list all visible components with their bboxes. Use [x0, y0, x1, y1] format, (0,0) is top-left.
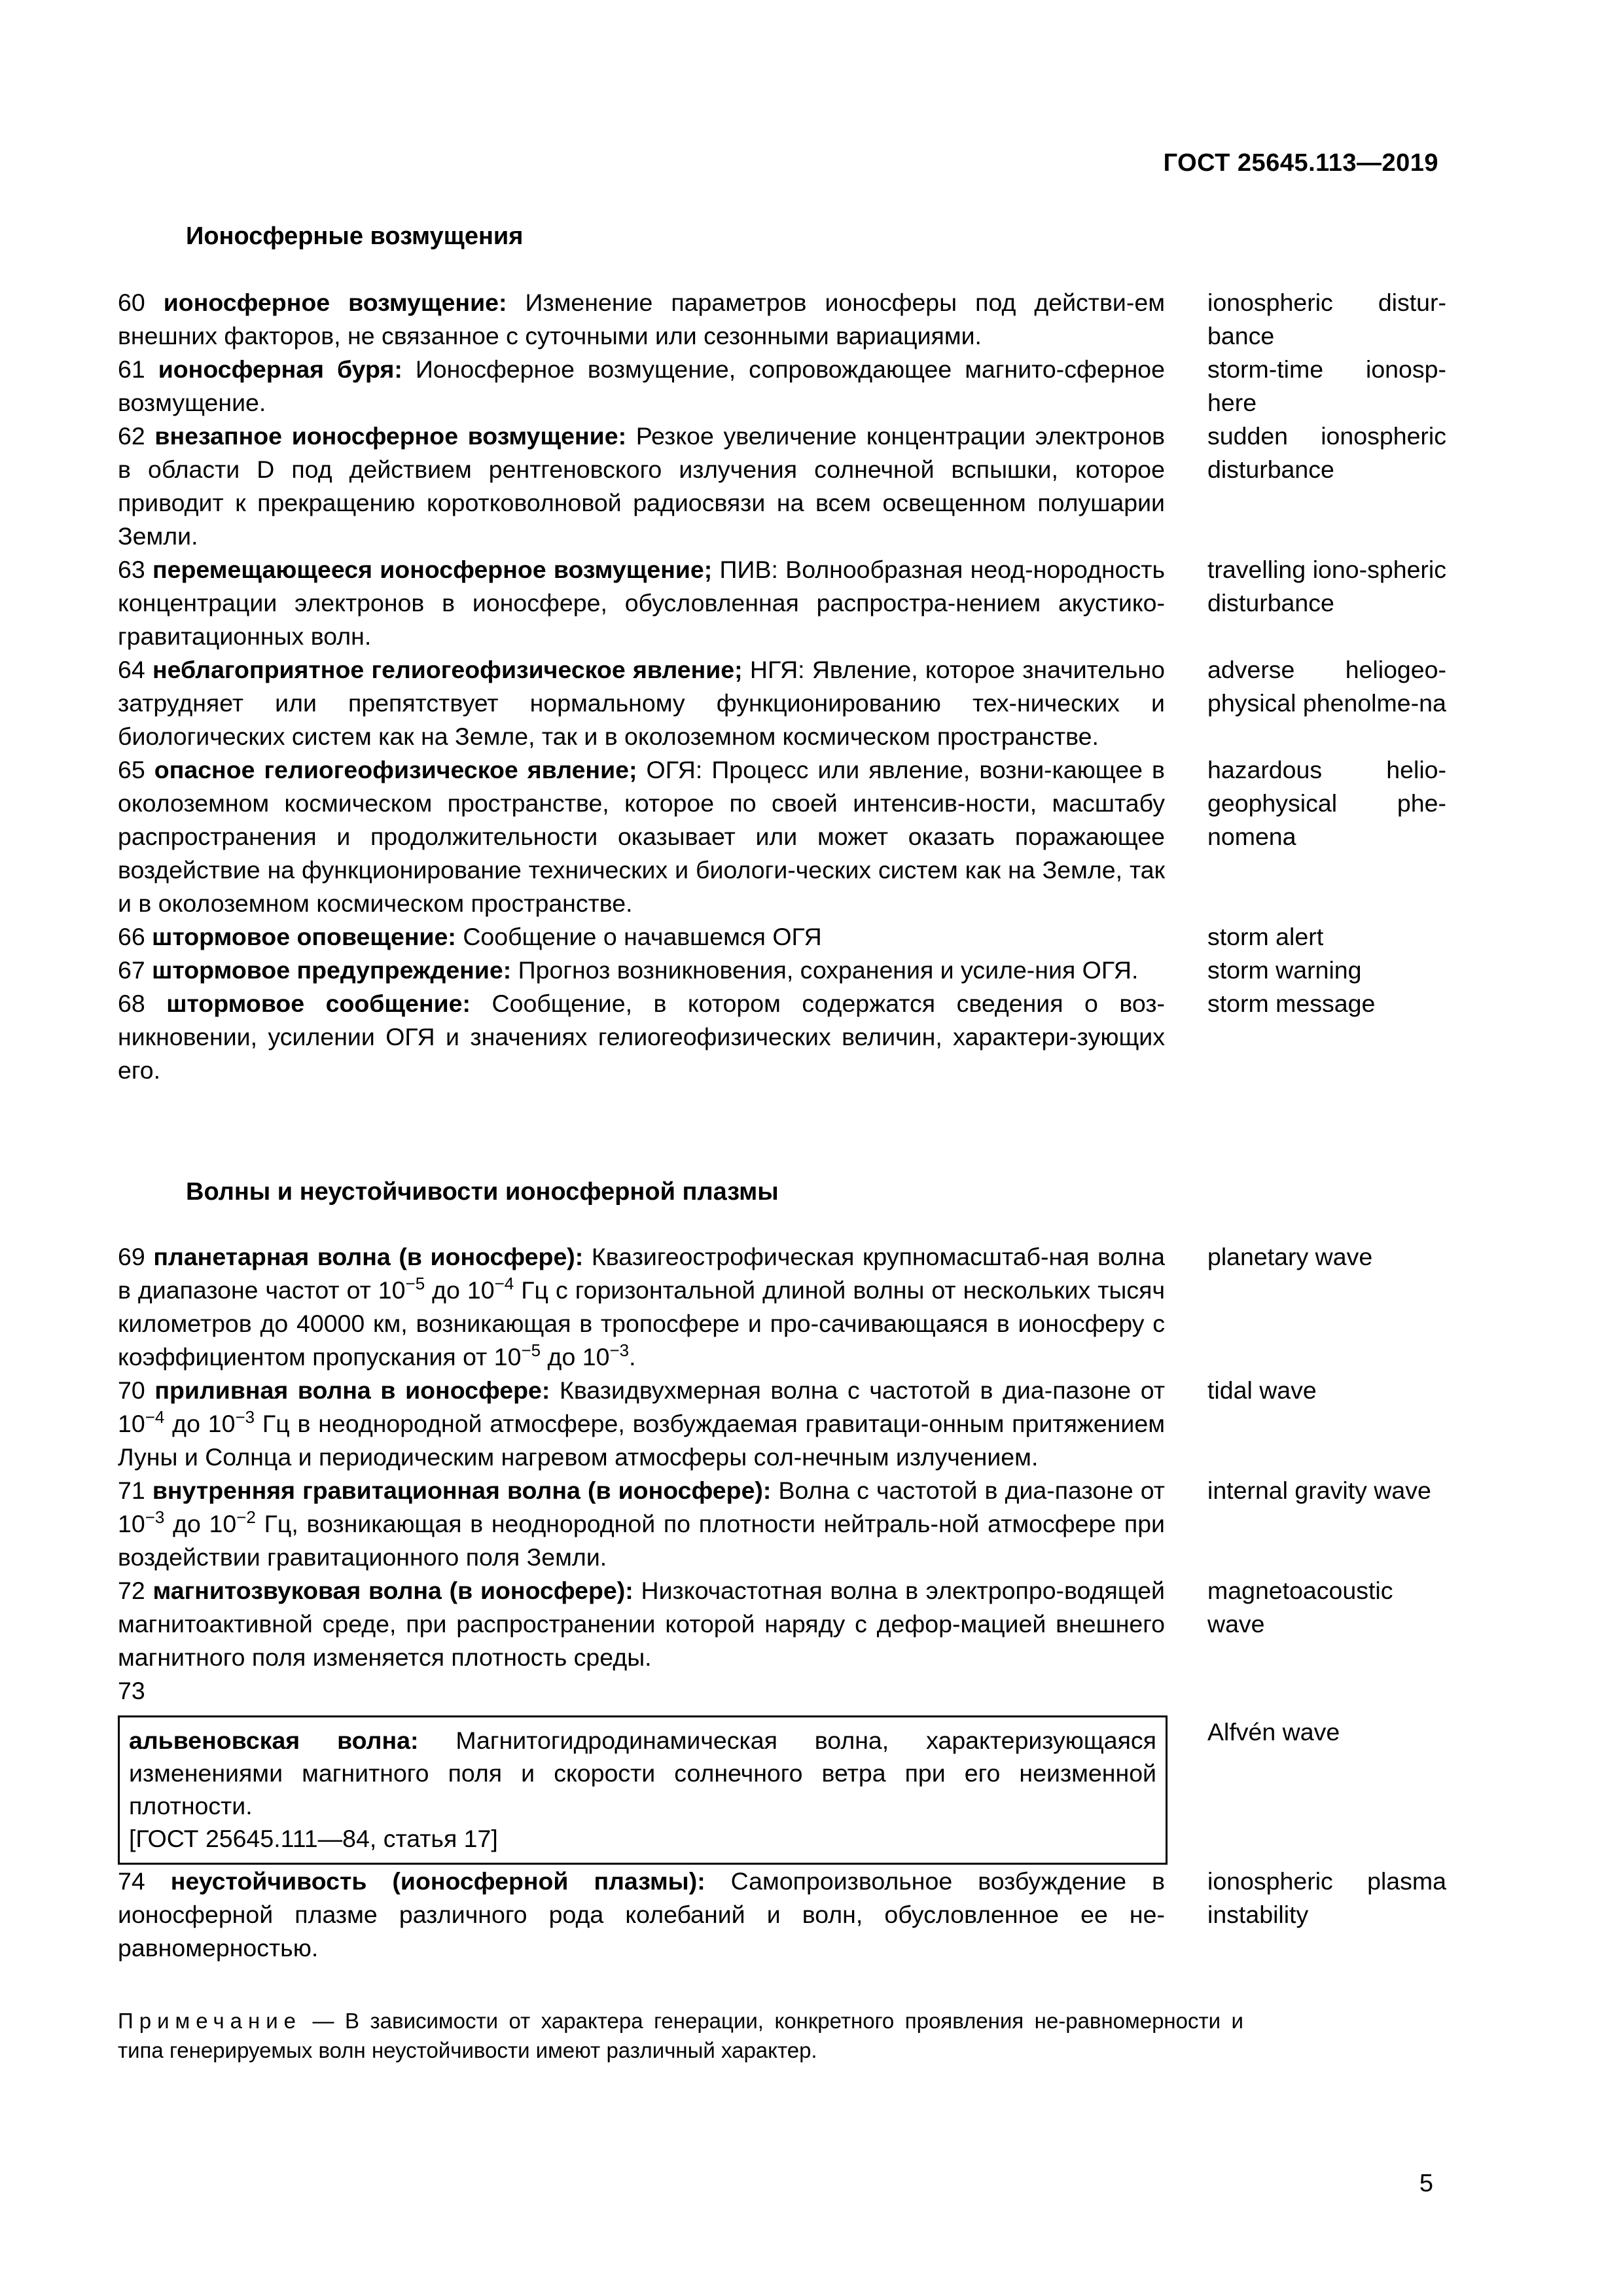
term-number: 73 [118, 1677, 145, 1704]
english-equivalent: internal gravity wave [1207, 1477, 1431, 1504]
term-list-waves [118, 1240, 1446, 1965]
term-number: 65 [118, 756, 145, 783]
definition-text: до 10 [164, 1410, 236, 1437]
term-entry-68 [118, 987, 1446, 1087]
term-name: неустойчивость (ионосферной плазмы): [170, 1867, 705, 1895]
english-equivalent: tidal wave [1207, 1376, 1317, 1404]
term-definition [118, 954, 1165, 987]
exponent: −2 [236, 1507, 256, 1527]
term-definition [118, 753, 1165, 920]
definition-text: Низкочастотная волна в электропро-​водящей магнитоактивной среде, при распространении которой наряду с дефор-​мацией внешнего магнитного поля изменяется плотность среды. [118, 1577, 1165, 1671]
definition-text: Сообщение о начавшемся ОГЯ [455, 923, 822, 950]
exponent: −5 [405, 1274, 425, 1293]
english-equivalent: sudden ionospheric disturbance [1207, 422, 1446, 483]
term-definition [118, 420, 1165, 553]
term-name: внутренняя гравитационная волна (в ионосфере): [152, 1477, 772, 1504]
term-number: 64 [118, 656, 145, 683]
term-definition [118, 1674, 1165, 1865]
term-number: 71 [118, 1477, 145, 1504]
english-equivalent: storm warning [1207, 956, 1362, 984]
term-number: 74 [118, 1867, 145, 1895]
term-name: перемещающееся ионосферное возмущение; [152, 556, 713, 583]
english-equivalent: magnetoacoustic wave [1207, 1577, 1393, 1638]
english-equivalent: ionospheric distur-bance [1207, 289, 1446, 350]
term-number: 63 [118, 556, 145, 583]
term-definition [118, 1865, 1165, 1965]
definition-text: Гц в неоднородной атмосфере, возбуждаемая гравитаци-​онным притяжением Луны и Солнца и периодическим нагревом атмосферы сол-​нечным излучением. [118, 1410, 1165, 1471]
term-entry-69 [118, 1240, 1446, 1374]
term-definition [118, 987, 1165, 1087]
definition-text: ОГЯ: Процесс или явление, возни-​кающее в околоземном космическом пространстве, которое по своей интенсив-​ности, масштабу распространения и продолжительности оказывает или может оказать поражающее воздействие на функционирование технических и биологи-​ческих систем как на Земле, так и в околоземном космическом пространстве. [118, 756, 1165, 917]
definition-text: Гц, возникающая в неоднородной по плотности нейтраль-​ной атмосфере при воздействии гравитационного поля Земли. [118, 1510, 1165, 1571]
exponent: −3 [609, 1340, 630, 1360]
term-definition [118, 1574, 1165, 1674]
definition-text: ПИВ: Волнообразная неод-​нородность концентрации электронов в ионосфере, обусловленная распростра-​нением акустико-гравитационных волн. [118, 556, 1165, 650]
term-name: ионосферное возмущение: [163, 289, 507, 316]
term-list-disturbances [118, 286, 1446, 1087]
exponent: −5 [521, 1340, 541, 1360]
definition-text: . [629, 1343, 636, 1371]
term-entry-66 [118, 920, 1446, 954]
term-number: 68 [118, 990, 145, 1017]
term-name: альвеновская волна: [129, 1727, 419, 1754]
term-number: 62 [118, 422, 145, 450]
document-code: ГОСТ 25645.113—2019 [1163, 149, 1438, 177]
definition-text: Резкое увеличение концентрации электронов в области D под действием рентгеновского излучения солнечной вспышки, которое приводит к прекращению коротковолновой радиосвязи на всем освещенном полушарии Земли. [118, 422, 1166, 550]
term-name: планетарная волна (в ионосфере): [153, 1243, 584, 1270]
term-number: 70 [118, 1376, 145, 1404]
term-name: приливная волна в ионосфере: [154, 1376, 550, 1404]
term-definition [118, 1474, 1165, 1574]
english-equivalent: storm message [1207, 990, 1376, 1017]
section-title-waves-and-instabilities: Волны и неустойчивости ионосферной плазмы [186, 1178, 779, 1206]
term-entry-71 [118, 1474, 1446, 1574]
term-definition [118, 353, 1165, 420]
term-entry-61 [118, 353, 1446, 420]
definition-text: Гц с горизонтальной длиной волны от нескольких тысяч километров до 40000 км, возникающая в тропосфере и про-​сачивающаяся в ионосферу с коэффициентом пропускания от 10 [118, 1276, 1165, 1371]
term-definition [118, 1374, 1165, 1474]
note [118, 2006, 1243, 2065]
term-entry-65 [118, 753, 1446, 920]
referenced-definition-box [118, 1715, 1168, 1865]
definition-text: НГЯ: Явление, которое значительно затрудняет или препятствует нормальному функционированию тех-​нических и биологических систем как на Земле, так и в околоземном космическом пространстве. [118, 656, 1165, 750]
definition-text: до 10 [541, 1343, 610, 1371]
section-title-ionospheric-disturbances: Ионосферные возмущения [186, 223, 524, 250]
definition-text: Сообщение, в котором содержатся сведения о воз-​никновении, усилении ОГЯ и значениях гелиогеофизических величин, характери-​зующих его. [118, 990, 1166, 1084]
term-number: 69 [118, 1243, 145, 1270]
term-entry-73 [118, 1674, 1446, 1865]
term-definition [118, 553, 1165, 653]
term-name: ионосферная буря: [158, 355, 402, 383]
exponent: −3 [145, 1507, 165, 1527]
english-equivalent: travelling iono-spheric disturbance [1207, 556, 1446, 617]
term-name: внезапное ионосферное возмущение: [154, 422, 627, 450]
english-equivalent: planetary wave [1207, 1243, 1373, 1270]
term-entry-62 [118, 420, 1446, 553]
definition-text: Магнитогидродинамическая волна, характеризующаяся изменениями магнитного поля и скорости солнечного ветра при его неизменной плотности. [129, 1727, 1156, 1820]
definition-text: Квазидвухмерная волна с частотой в диа-​пазоне от 10 [118, 1376, 1165, 1437]
definition-text: Изменение параметров ионосферы под действи-​ем внешних факторов, не связанное с суточными или сезонными вариациями. [118, 289, 1165, 350]
term-definition [118, 920, 1165, 954]
exponent: −4 [494, 1274, 514, 1293]
exponent: −4 [145, 1407, 165, 1427]
english-equivalent: Alfvén wave [1207, 1718, 1340, 1746]
term-number: 60 [118, 289, 145, 316]
definition-text: Прогноз возникновения, сохранения и усиле-​ния ОГЯ. [511, 956, 1139, 984]
term-name: штормовое сообщение: [166, 990, 471, 1017]
term-definition [118, 286, 1165, 353]
term-number: 72 [118, 1577, 145, 1604]
english-equivalent: storm-time ionosp-here [1207, 355, 1446, 416]
source-reference: [ГОСТ 25645.111—84, статья 17] [129, 1825, 498, 1852]
term-number: 61 [118, 355, 145, 383]
definition-text: до 10 [425, 1276, 495, 1304]
term-name: штормовое оповещение: [152, 923, 456, 950]
term-definition [118, 653, 1165, 753]
term-number: 67 [118, 956, 145, 984]
term-number: 66 [118, 923, 145, 950]
exponent: −3 [235, 1407, 255, 1427]
note-label: Примечание [118, 2009, 302, 2033]
term-entry-70 [118, 1374, 1446, 1474]
term-entry-60 [118, 286, 1446, 353]
term-definition [118, 1240, 1165, 1374]
english-equivalent: storm alert [1207, 923, 1324, 950]
note-text: — В зависимости от характера генерации, конкретного проявления не-​равномерности и типа генерируемых волн неустойчивости имеют различный характер. [118, 2009, 1243, 2062]
term-name: опасное гелиогеофизическое явление; [154, 756, 637, 783]
definition-text: до 10 [164, 1510, 237, 1537]
term-name: магнитозвуковая волна (в ионосфере): [152, 1577, 633, 1604]
term-entry-72 [118, 1574, 1446, 1674]
definition-text: Самопроизвольное возбуждение в ионосферной плазме различного рода колебаний и волн, обусловленное ее не-​равномерностью. [118, 1867, 1165, 1962]
term-entry-63 [118, 553, 1446, 653]
definition-text: Волна с частотой в диа-​пазоне от 10 [118, 1477, 1165, 1537]
definition-text: Квазигеострофическая крупномасштаб-​ная волна в диапазоне частот от 10 [118, 1243, 1166, 1304]
english-equivalent: adverse heliogeo-physical phenolme-na [1207, 656, 1446, 717]
term-name: штормовое предупреждение: [152, 956, 512, 984]
english-equivalent: hazardous helio-geophysical phe-nomena [1207, 756, 1446, 850]
term-entry-64 [118, 653, 1446, 753]
term-entry-67 [118, 954, 1446, 987]
definition-text: Ионосферное возмущение, сопровождающее магнито-​сферное возмущение. [118, 355, 1166, 416]
english-equivalent: ionospheric plasma instability [1207, 1867, 1446, 1928]
term-entry-74 [118, 1865, 1446, 1965]
term-name: неблагоприятное гелиогеофизическое явление; [152, 656, 743, 683]
page-number: 5 [1419, 2170, 1433, 2197]
